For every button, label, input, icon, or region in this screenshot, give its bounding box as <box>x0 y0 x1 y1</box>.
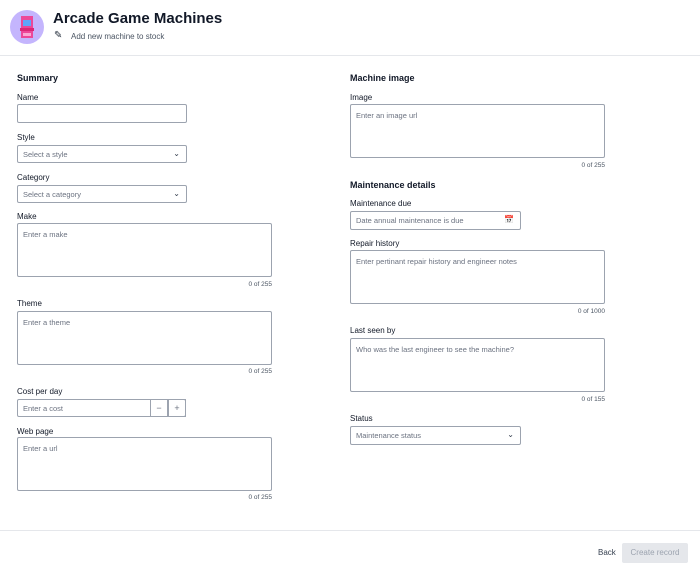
due-label: Maintenance due <box>350 199 412 208</box>
seen-counter: 0 of 155 <box>581 396 605 403</box>
name-input[interactable] <box>17 104 187 123</box>
style-select[interactable] <box>17 145 187 163</box>
cost-placeholder: Enter a cost <box>23 404 64 413</box>
seen-label: Last seen by <box>350 326 396 335</box>
category-placeholder: Select a category <box>23 190 81 199</box>
image-heading: Machine image <box>350 73 415 83</box>
repair-label: Repair history <box>350 239 400 248</box>
make-input[interactable]: Enter a make <box>17 223 272 277</box>
page-title: Arcade Game Machines <box>53 10 223 27</box>
seen-input[interactable]: Who was the last engineer to see the machine? <box>350 338 605 392</box>
due-date-input[interactable] <box>350 211 521 230</box>
name-label: Name <box>17 93 39 102</box>
create-record-button[interactable]: Create record <box>622 543 688 563</box>
footer-divider <box>0 530 700 531</box>
cost-input[interactable] <box>17 399 186 417</box>
status-select[interactable] <box>350 426 521 445</box>
image-label: Image <box>350 93 373 102</box>
repair-input[interactable]: Enter pertinant repair history and engineer notes <box>350 250 605 304</box>
decrement-button[interactable]: − <box>150 399 168 417</box>
cost-label: Cost per day <box>17 387 63 396</box>
summary-heading: Summary <box>17 73 59 83</box>
repair-counter: 0 of 1000 <box>577 308 605 315</box>
increment-button[interactable]: + <box>168 399 186 417</box>
status-label: Status <box>350 414 373 423</box>
web-counter: 0 of 255 <box>248 494 272 501</box>
due-placeholder: Date annual maintenance is due <box>356 216 464 225</box>
theme-counter: 0 of 255 <box>248 368 272 375</box>
chevron-down-icon: ⌄ <box>507 430 514 439</box>
theme-input[interactable]: Enter a theme <box>17 311 272 365</box>
style-label: Style <box>17 133 35 142</box>
style-placeholder: Select a style <box>23 150 68 159</box>
make-counter: 0 of 255 <box>248 281 272 288</box>
web-input[interactable]: Enter a url <box>17 437 272 491</box>
theme-label: Theme <box>17 299 42 308</box>
header-divider <box>0 55 700 56</box>
image-counter: 0 of 255 <box>581 162 605 169</box>
chevron-down-icon: ⌄ <box>173 149 180 158</box>
make-label: Make <box>17 212 37 221</box>
chevron-down-icon: ⌄ <box>173 189 180 198</box>
category-select[interactable] <box>17 185 187 203</box>
page-subtitle: Add new machine to stock <box>71 32 165 41</box>
maintenance-heading: Maintenance details <box>350 180 436 190</box>
back-button[interactable]: Back <box>598 548 616 557</box>
pencil-icon: ✎ <box>54 30 63 41</box>
app-avatar <box>10 10 44 44</box>
image-input[interactable]: Enter an image url <box>350 104 605 158</box>
web-label: Web page <box>17 427 54 436</box>
calendar-icon[interactable]: 📅 <box>504 215 514 224</box>
status-placeholder: Maintenance status <box>356 431 422 440</box>
arcade-machine-icon <box>10 10 44 44</box>
category-label: Category <box>17 173 50 182</box>
